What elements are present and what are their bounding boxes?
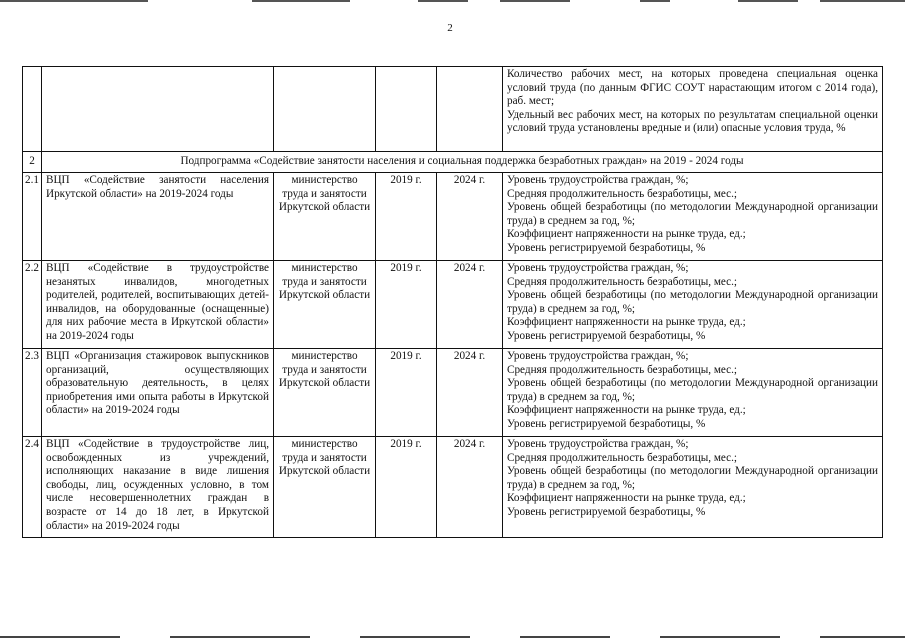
- indicator-text: Количество рабочих мест, на которых проведена специальная оценка условий труда (по данным ФГИС СОУТ нарастающим итогом с 2014 года), раб. мест;: [507, 68, 878, 108]
- indicator-text: Уровень общей безработицы (по методологии Международной организации труда) в среднем за год, %;: [507, 201, 878, 227]
- cell-indicators: [503, 437, 883, 538]
- program-name: ВЦП «Содействие занятости населения Иркутской области» на 2019-2024 годы: [42, 173, 274, 261]
- indicator-text: Средняя продолжительность безработицы, мес.;: [507, 363, 738, 376]
- end-year: 2024 г.: [437, 261, 503, 349]
- scan-edge-bottom: [0, 636, 905, 639]
- program-name: ВЦП «Организация стажировок выпускников организаций, осуществляющих образовательную деятельность, в целях приобретения ими опыта работы в Иркутской области» на 2019-2024 годы: [42, 349, 274, 437]
- start-year: 2019 г.: [376, 349, 437, 437]
- row-number: 2.4: [23, 437, 42, 538]
- program-name: ВЦП «Содействие в трудоустройстве незанятых инвалидов, многодетных родителей, родителей, воспитывающих детей-инвалидов, на оборудованные (оснащенные) для них рабочие места в Иркутской области» на 2019-2024 годы: [42, 261, 274, 349]
- start-year: 2019 г.: [376, 173, 437, 261]
- table-row: [23, 261, 883, 349]
- indicator-text: Коэффициент напряженности на рынке труда, ед.;: [507, 316, 746, 329]
- subprogram-title: Подпрограмма «Содействие занятости населения и социальная поддержка безработных граждан» на 2019 - 2024 годы: [42, 152, 883, 173]
- end-year: 2024 г.: [437, 173, 503, 261]
- indicator-text: Уровень трудоустройства граждан, %;: [507, 262, 689, 274]
- table-row: [23, 437, 883, 538]
- cell-indicators: [503, 261, 883, 349]
- indicator-text: Средняя продолжительность безработицы, мес.;: [507, 275, 738, 288]
- indicator-text: Уровень общей безработицы (по методологии Международной организации труда) в среднем за год, %;: [507, 465, 878, 491]
- cell-org: [274, 67, 376, 152]
- table-row: [23, 173, 883, 261]
- end-year: 2024 г.: [437, 437, 503, 538]
- row-number: 2.1: [23, 173, 42, 261]
- cell-start: [376, 67, 437, 152]
- indicator-text: Уровень трудоустройства граждан, %;: [507, 350, 689, 362]
- subprogram-number: 2: [23, 152, 42, 173]
- subprogram-row: [23, 152, 883, 173]
- scan-edge-top: [0, 0, 905, 3]
- indicator-text: Средняя продолжительность безработицы, мес.;: [507, 451, 738, 464]
- responsible-org: министерство труда и занятости Иркутской области: [274, 173, 376, 261]
- start-year: 2019 г.: [376, 261, 437, 349]
- responsible-org: министерство труда и занятости Иркутской области: [274, 437, 376, 538]
- indicator-text: Уровень регистрируемой безработицы, %: [507, 329, 706, 342]
- program-table: [22, 66, 883, 538]
- row-number: 2.3: [23, 349, 42, 437]
- cell-end: [437, 67, 503, 152]
- cell-indicators: [503, 67, 883, 152]
- page-number: 2: [447, 22, 453, 34]
- end-year: 2024 г.: [437, 349, 503, 437]
- cell-indicators: [503, 173, 883, 261]
- cell-name: [42, 67, 274, 152]
- indicator-text: Уровень трудоустройства граждан, %;: [507, 174, 689, 186]
- indicator-text: Уровень трудоустройства граждан, %;: [507, 438, 689, 450]
- responsible-org: министерство труда и занятости Иркутской области: [274, 349, 376, 437]
- start-year: 2019 г.: [376, 437, 437, 538]
- indicator-text: Коэффициент напряженности на рынке труда, ед.;: [507, 228, 746, 241]
- responsible-org: министерство труда и занятости Иркутской области: [274, 261, 376, 349]
- indicator-text: Средняя продолжительность безработицы, мес.;: [507, 187, 738, 200]
- indicator-text: Уровень регистрируемой безработицы, %: [507, 241, 706, 254]
- table-row-continuation: [23, 67, 883, 152]
- row-number: 2.2: [23, 261, 42, 349]
- table-row: [23, 349, 883, 437]
- indicator-text: Коэффициент напряженности на рынке труда, ед.;: [507, 492, 746, 505]
- indicator-text: Уровень регистрируемой безработицы, %: [507, 505, 706, 518]
- cell-indicators: [503, 349, 883, 437]
- indicator-text: Удельный вес рабочих мест, на которых по результатам специальной оценки условий труда установлены вредные и (или) опасные условия труда, %: [507, 108, 878, 135]
- indicator-text: Уровень регистрируемой безработицы, %: [507, 417, 706, 430]
- cell-number: [23, 67, 42, 152]
- indicator-text: Коэффициент напряженности на рынке труда, ед.;: [507, 404, 746, 417]
- indicator-text: Уровень общей безработицы (по методологии Международной организации труда) в среднем за год, %;: [507, 377, 878, 403]
- program-name: ВЦП «Содействие в трудоустройстве лиц, освобожденных из учреждений, исполняющих наказание в виде лишения свободы, лиц, осужденных условно, в том числе несовершеннолетних граждан в возрасте от 14 до 18 лет, в Иркутской области» на 2019-2024 годы: [42, 437, 274, 538]
- indicator-text: Уровень общей безработицы (по методологии Международной организации труда) в среднем за год, %;: [507, 289, 878, 315]
